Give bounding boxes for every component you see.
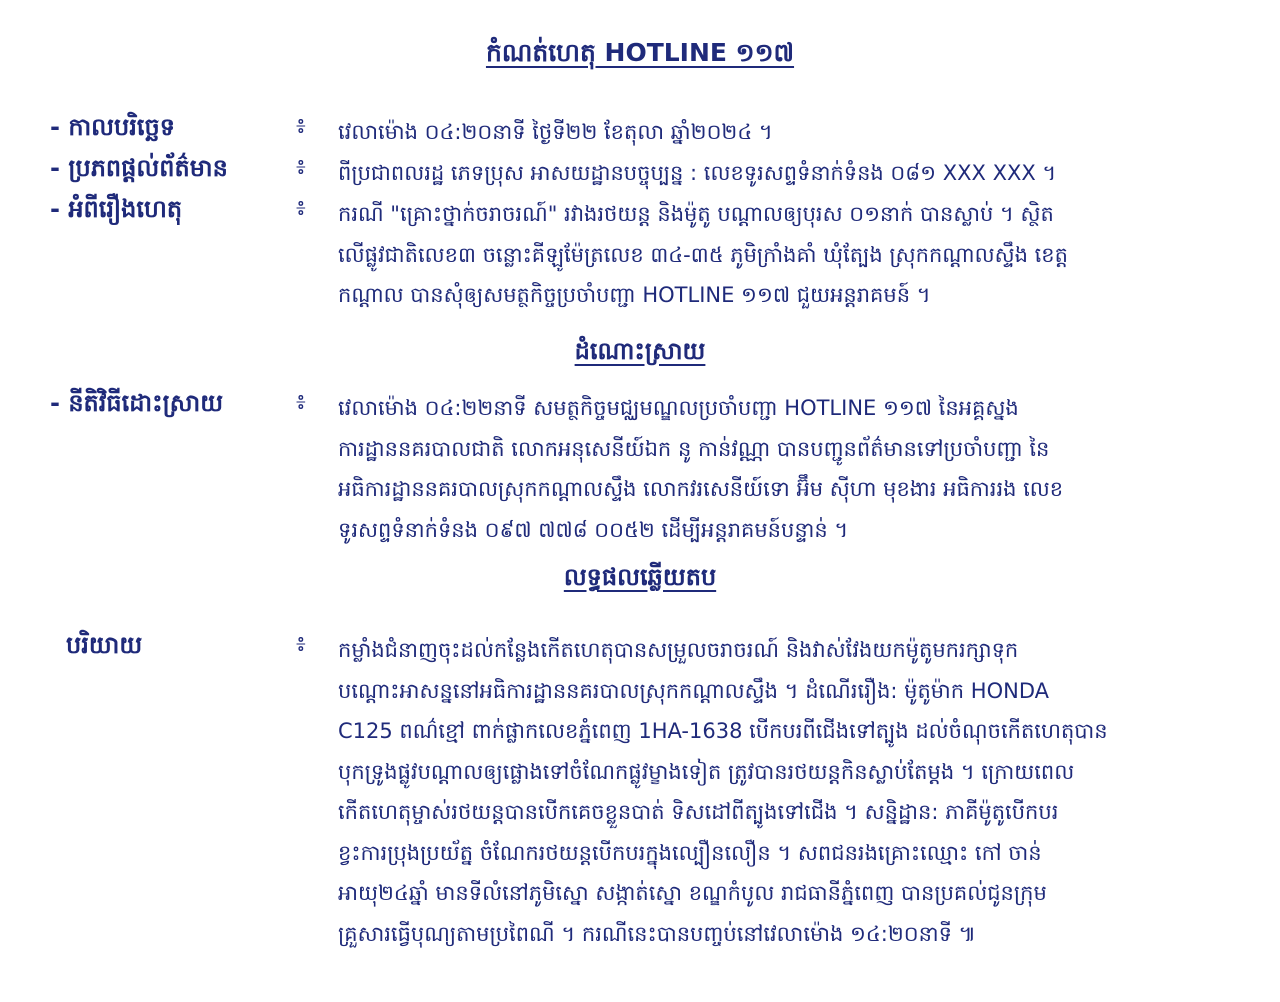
incident-value — [338, 194, 1214, 316]
text-line: ករណី "គ្រោះថ្នាក់ចរាចរណ៍" រវាងរថយន្ត និងម៉ូតូ បណ្តាលឲ្យបុរស ០១នាក់ បានស្លាប់ ។ ស្ថិត — [338, 202, 1054, 226]
text-line: វេលាម៉ោង ០៤:២២នាទី សមត្ថកិច្ចមជ្ឈមណ្ឌលប្រចាំបញ្ជា HOTLINE ១១៧ នៃអគ្គស្នង — [338, 396, 1019, 420]
result-heading: លទ្ធផលឆ្លើយតប — [563, 563, 717, 591]
description-value — [338, 630, 1214, 954]
text-line: ពីប្រជាពលរដ្ឋ ភេទប្រុស អាសយដ្ឋានបច្ចុប្បន្ន : លេខទូរសព្ទទំនាក់ទំនង ០៨១ XXX XXX ។ — [338, 161, 1057, 185]
description-label: បរិយាយ — [66, 631, 143, 659]
source-label: - ប្រភពផ្តល់ព័ត៌មាន — [50, 154, 228, 182]
text-line: កើតហេតុម្ចាស់រថយន្តបានបើកគេចខ្លួនបាត់ ទិសដៅពីត្បូងទៅជើង ។ សន្និដ្ឋាន: ភាគីម៉ូតូបើកបរ — [338, 800, 1059, 824]
procedure-value — [338, 388, 1214, 550]
text-line: អធិការដ្ឋាននគរបាលស្រុកកណ្តាលស្ទឹង លោកវរសេនីយ៍ទោ អ៊ឹម ស៊ីហា មុខងារ អធិការរង លេខ — [338, 477, 1064, 501]
incident-label: - អំពីរឿងហេតុ — [50, 195, 183, 223]
solution-heading: ដំណោះស្រាយ — [574, 337, 706, 365]
date-label: - កាលបរិច្ឆេទ — [50, 113, 175, 141]
report-title: កំណត់ហេតុ HOTLINE ១១៧ — [485, 38, 795, 67]
source-value — [338, 153, 1214, 194]
text-line: ខ្វះការប្រុងប្រយ័ត្ន ចំណែករថយន្តបើកបរក្នុងល្បឿនលឿន ។ សពជនរងគ្រោះឈ្មោះ កៅ ចាន់ — [338, 840, 1042, 865]
date-value — [338, 112, 1214, 153]
colon: ៖ — [296, 390, 306, 415]
text-line: គ្រួសារធ្វើបុណ្យតាមប្រពៃណី ។ ករណីនេះបានបញ្ចប់នៅវេលាម៉ោង ១៤:២០នាទី ៕ — [338, 921, 977, 946]
colon: ៖ — [296, 114, 306, 139]
text-line: បុកទ្រូងផ្លូវបណ្តាលឲ្យផ្លោងទៅចំណែកផ្លូវម្ខាងទៀត ត្រូវបានរថយន្តកិនស្លាប់តែម្តង ។ ក្រោយពេល — [338, 759, 1075, 784]
colon: ៖ — [296, 196, 306, 221]
text-line: អាយុ២៤ឆ្នាំ មានទីលំនៅភូមិស្នោ សង្កាត់ស្នោ ខណ្ឌកំបូល រាជធានីភ្នំពេញ បានប្រគល់ជូនក្រុម — [338, 881, 1047, 905]
colon: ៖ — [296, 632, 306, 657]
text-line: C125 ពណ៌ខ្មៅ ពាក់ផ្លាកលេខភ្នំពេញ 1HA-1638 បើកបរពីជើងទៅត្បូង ដល់ចំណុចកើតហេតុបាន — [338, 719, 1108, 743]
text-line: លើផ្លូវជាតិលេខ៣ ចន្លោះគីឡូម៉ែត្រលេខ ៣៤-៣៥ ភូមិក្រាំងគាំ ឃុំត្បែង ស្រុកកណ្តាលស្ទឹង ខេត្ត — [338, 242, 1068, 267]
colon: ៖ — [296, 155, 306, 180]
text-line: កណ្តាល បានសុំឲ្យសមត្ថកិច្ចប្រចាំបញ្ជា HOTLINE ១១៧ ជួយអន្តរាគមន៍ ។ — [338, 283, 931, 307]
text-line: ទូរសព្ទទំនាក់ទំនង ០៩៧ ៧៧៨ ០០៥២ ដើម្បីអន្តរាគមន៍បន្ទាន់ ។ — [338, 517, 849, 542]
text-line: បណ្តោះអាសន្ននៅអធិការដ្ឋាននគរបាលស្រុកកណ្តាលស្ទឹង ។ ដំណើររឿង: ម៉ូតូម៉ាក HONDA — [338, 678, 1050, 703]
text-line: វេលាម៉ោង ០៤:២០នាទី ថ្ងៃទី២២ ខែតុលា ឆ្នាំ២០២៤ ។ — [338, 120, 773, 144]
procedure-label: - នីតិវិធីដោះស្រាយ — [50, 389, 224, 417]
text-line: កម្លាំងជំនាញចុះដល់កន្លែងកើតហេតុបានសម្រួលចរាចរណ៍ និងវាស់វែងយកម៉ូតូមករក្សាទុក — [338, 638, 1019, 662]
text-line: ការដ្ឋាននគរបាលជាតិ លោកអនុសេនីយ៍ឯក នូ កាន់វណ្ណា បានបញ្ជូនព័ត៌មានទៅប្រចាំបញ្ជា នៃ — [338, 436, 1050, 461]
